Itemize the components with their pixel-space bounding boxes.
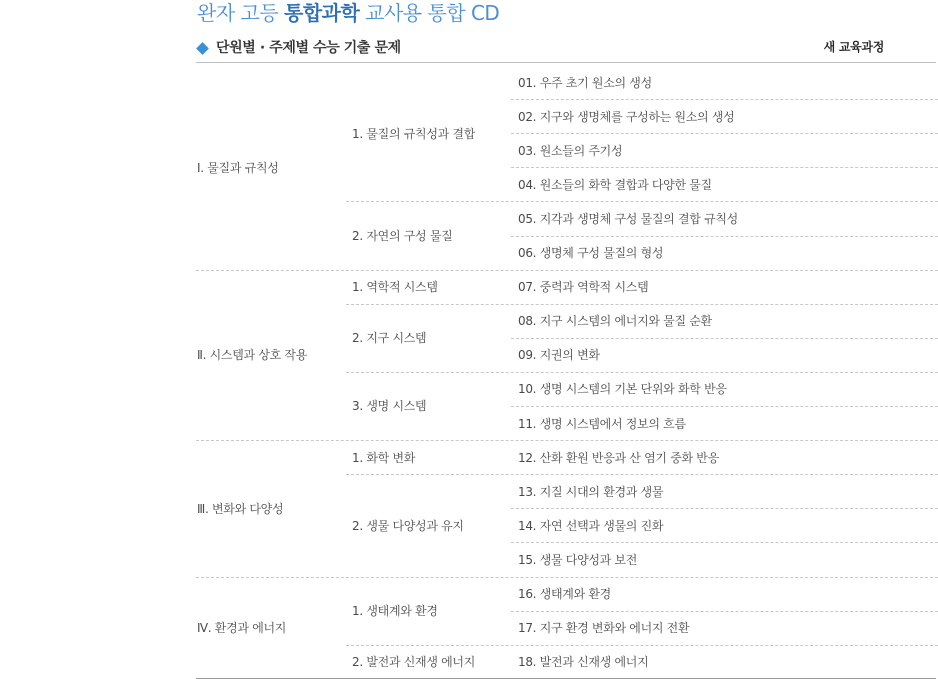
topic-link[interactable]: 07. 중력과 역학적 시스템 (518, 280, 649, 295)
title-suffix: 교사용 통합 CD (359, 1, 500, 25)
chapter-label: 2. 생물 다양성과 유지 (352, 518, 464, 533)
topic-link[interactable]: 05. 지각과 생명체 구성 물질의 결합 규칙성 (518, 211, 738, 226)
topic-link[interactable]: 11. 생명 시스템에서 정보의 흐름 (518, 416, 686, 431)
section-title: 단원별 · 주제별 수능 기출 문제 (216, 40, 401, 56)
topic-link[interactable]: 04. 원소들의 화학 결합과 다양한 물질 (518, 177, 712, 192)
chapter-label: 2. 자연의 구성 물질 (352, 228, 453, 243)
unit-label: Ⅰ. 물질과 규칙성 (197, 160, 279, 175)
topic-link[interactable]: 13. 지질 시대의 환경과 생물 (518, 484, 664, 499)
topic-link[interactable]: 06. 생명체 구성 물질의 형성 (518, 246, 664, 261)
topic-link[interactable]: 17. 지구 환경 변화와 에너지 전환 (518, 621, 690, 636)
page-title (197, 0, 499, 26)
chapter-label: 2. 지구 시스템 (352, 331, 427, 346)
unit-label: Ⅱ. 시스템과 상호 작용 (197, 348, 308, 363)
topic-link[interactable]: 18. 발전과 신재생 에너지 (518, 655, 649, 670)
section-header (196, 36, 936, 63)
chapter-label: 1. 역학적 시스템 (352, 280, 438, 295)
title-subject: 통합과학 (284, 1, 360, 25)
topic-link[interactable]: 01. 우주 초기 원소의 생성 (518, 75, 652, 90)
unit-label: Ⅲ. 변화와 다양성 (197, 501, 284, 516)
topic-link[interactable]: 12. 산화 환원 반응과 산 염기 중화 반응 (518, 450, 719, 465)
topic-link[interactable]: 08. 지구 시스템의 에너지와 물질 순환 (518, 314, 712, 329)
exam-topic-table (196, 65, 938, 679)
topic-link[interactable]: 16. 생태계와 환경 (518, 587, 611, 602)
topic-link[interactable]: 14. 자연 선택과 생물의 진화 (518, 518, 664, 533)
unit-label: Ⅳ. 환경과 에너지 (197, 621, 287, 636)
chapter-label: 1. 화학 변화 (352, 450, 416, 465)
topic-link[interactable]: 02. 지구와 생명체를 구성하는 원소의 생성 (518, 109, 735, 124)
topic-link[interactable]: 03. 원소들의 주기성 (518, 143, 623, 158)
chapter-label: 1. 생태계와 환경 (352, 604, 438, 619)
topic-link[interactable]: 10. 생명 시스템의 기본 단위와 화학 반응 (518, 382, 727, 397)
curriculum-badge: 새 교육과정 (823, 40, 884, 54)
topic-link[interactable]: 09. 지권의 변화 (518, 348, 600, 363)
chapter-label: 2. 발전과 신재생 에너지 (352, 655, 476, 670)
title-prefix: 완자 고등 (197, 1, 284, 25)
chapter-label: 3. 생명 시스템 (352, 399, 427, 414)
diamond-bullet-icon (196, 42, 209, 55)
chapter-label: 1. 물질의 규칙성과 결합 (352, 126, 476, 141)
topic-link[interactable]: 15. 생물 다양성과 보전 (518, 552, 638, 567)
